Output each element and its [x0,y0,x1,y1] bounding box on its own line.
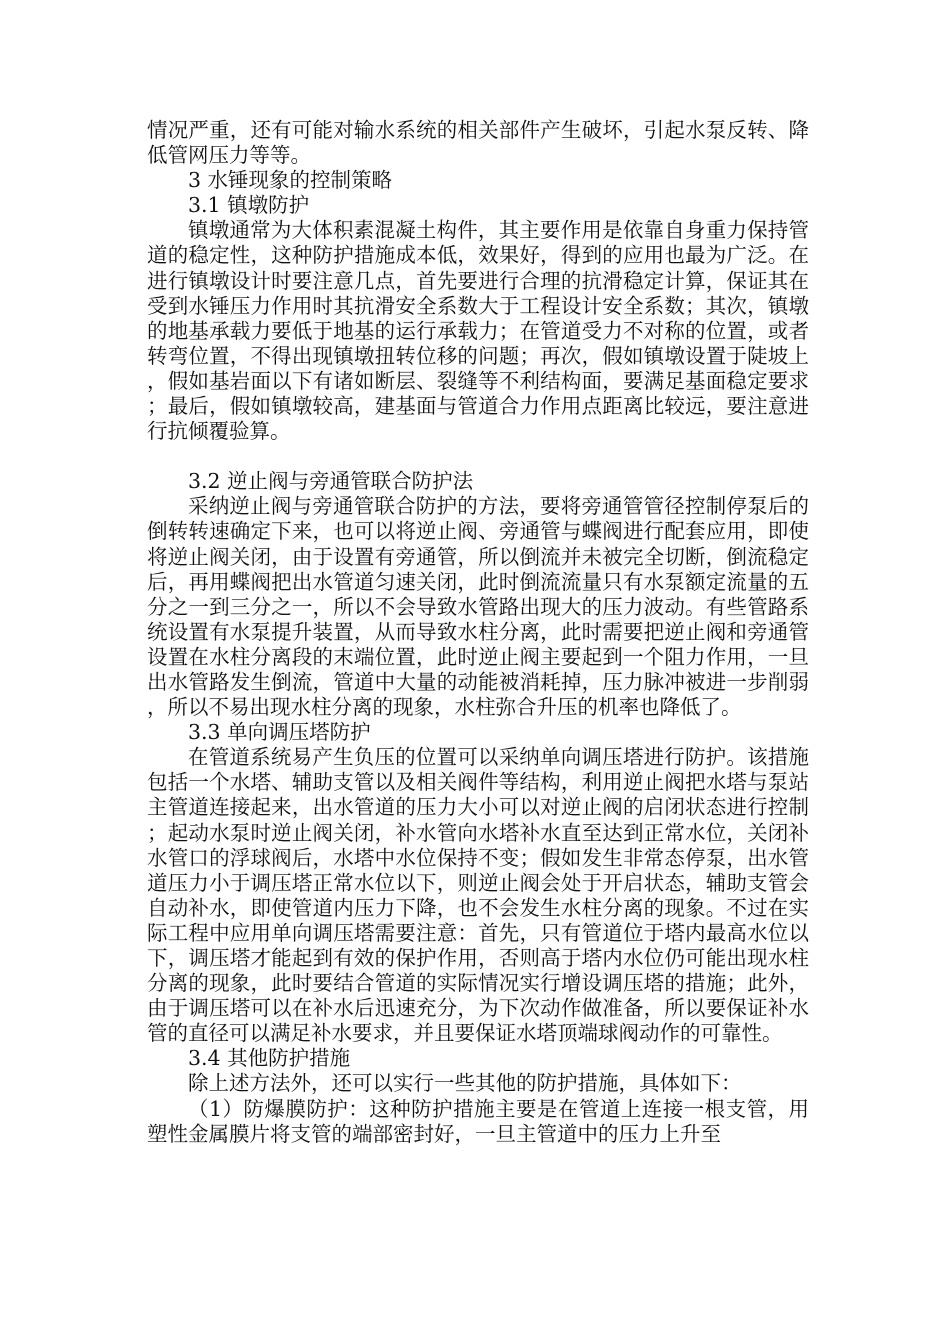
section-3-3-paragraph: 在管道系统易产生负压的位置可以采纳单向调压塔进行防护。该措施包括一个水塔、辅助支管以及相关阀件等结构，利用逆止阀把水塔与泵站主管道连接起来，出水管道的压力大小可以对逆止阀的启闭状态进行控制；起动水泵时逆止阀关闭，补水管向水塔补水直至达到正常水位，关闭补水管口的浮球阀后，水塔中水位保持不变；假如发生非常态停泵，出水管道压力小于调压塔正常水位以下，则逆止阀会处于开启状态，辅助支管会自动补水，即使管道内压力下降，也不会发生水柱分离的现象。不过在实际工程中应用单向调压塔需要注意：首先，只有管道位于塔内最高水位以下，调压塔才能起到有效的保护作用，否则高于塔内水位仍可能出现水柱分离的现象，此时要结合管道的实际情况实行增设调压塔的措施；此外，由于调压塔可以在补水后迅速充分，为下次动作做准备，所以要保证补水管的直径可以满足补水要求，并且要保证水塔顶端球阀动作的可靠性。 [147,745,809,1046]
section-3-2-heading: 3.2 逆止阀与旁通管联合防护法 [188,469,474,494]
document-page [147,118,809,1147]
section-3-4-heading: 3.4 其他防护措施 [188,1046,351,1071]
section-3-1-heading: 3.1 镇墩防护 [188,193,310,218]
section-3-1-paragraph: 镇墩通常为大体积素混凝土构件，其主要作用是依靠自身重力保持管道的稳定性，这种防护措施成本低，效果好，得到的应用也最为广泛。在进行镇墩设计时要注意几点，首先要进行合理的抗滑稳定计算，保证其在受到水锤压力作用时其抗滑安全系数大于工程设计安全系数；其次，镇墩的地基承载力要低于地基的运行承载力；在管道受力不对称的位置，或者转弯位置，不得出现镇墩扭转位移的问题；再次，假如镇墩设置于陡坡上，假如基岩面以下有诸如断层、裂缝等不利结构面，要满足基面稳定要求；最后，假如镇墩较高，建基面与管道合力作用点距离比较远，要注意进行抗倾覆验算。 [147,218,809,444]
section-3-4-paragraph: 除上述方法外，还可以实行一些其他的防护措施，具体如下： [188,1071,742,1096]
section-3-2-paragraph: 采纳逆止阀与旁通管联合防护的方法，要将旁通管管径控制停泵后的倒转转速确定下来，也可以将逆止阀、旁通管与蝶阀进行配套应用，即使将逆止阀关闭，由于设置有旁通管，所以倒流并未被完全切断，倒流稳定后，再用蝶阀把出水管道匀速关闭，此时倒流流量只有水泵额定流量的五分之一到三分之一，所以不会导致水管路出现大的压力波动。有些管路系统设置有水泵提升装置，从而导致水柱分离，此时需要把逆止阀和旁通管设置在水柱分离段的末端位置，此时逆止阀主要起到一个阻力作用，一旦出水管路发生倒流，管道中大量的动能被消耗掉，压力脉冲被进一步削弱，所以不易出现水柱分离的现象，水柱弥合升压的机率也降低了。 [147,494,809,720]
intro-paragraph: 情况严重，还有可能对输水系统的相关部件产生破坏，引起水泵反转、降低管网压力等等。 [147,118,809,168]
section-3-heading: 3 水锤现象的控制策略 [188,168,393,193]
blank-line [147,444,809,469]
section-3-4-item-1: （1）防爆膜防护：这种防护措施主要是在管道上连接一根支管，用塑性金属膜片将支管的端部密封好，一旦主管道中的压力上升至 [147,1096,809,1146]
section-3-3-heading: 3.3 单向调压塔防护 [188,720,371,745]
